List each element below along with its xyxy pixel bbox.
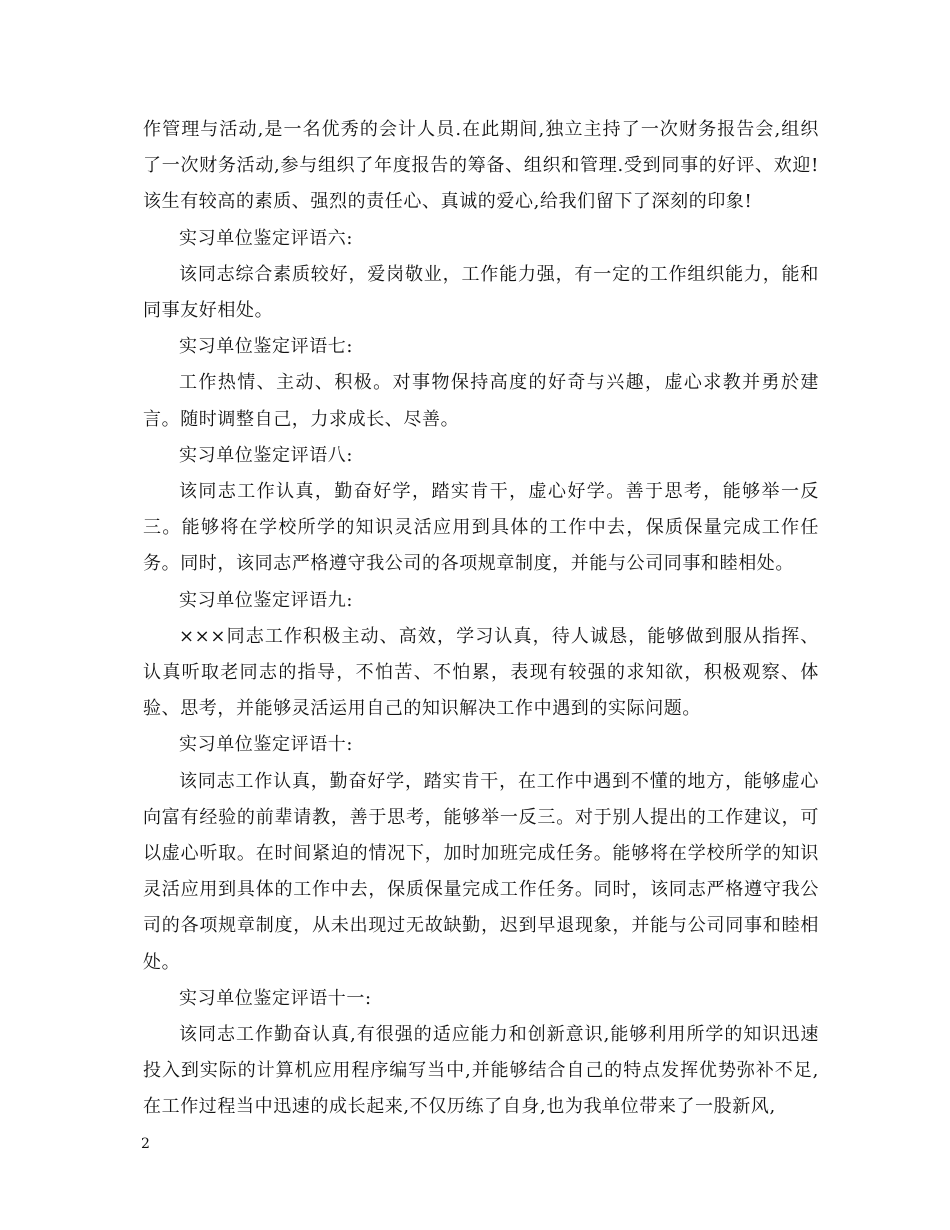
paragraph-8: 该同志工作认真，勤奋好学，踏实肯干，虚心好学。善于思考，能够举一反三。能够将在学校所学的知识灵活应用到具体的工作中去，保质保量完成工作任务。同时，该同志严格遵守我公司的各项规章制度，并能与公司同事和睦相处。 <box>143 481 819 575</box>
page-number: 2 <box>141 1136 150 1152</box>
paragraph-9: ×××同志工作积极主动、高效，学习认真，待人诚恳，能够做到服从指挥、认真听取老同志的指导，不怕苦、不怕累，表现有较强的求知欲，积极观察、体验、思考，并能够灵活运用自己的知识解决工作中遇到的实际问题。 <box>143 625 819 720</box>
paragraph-7: 工作热情、主动、积极。对事物保持高度的好奇与兴趣，虚心求教并勇於建言。随时调整自己，力求成长、尽善。 <box>143 372 819 430</box>
paragraph-10: 该同志工作认真，勤奋好学，踏实肯干，在工作中遇到不懂的地方，能够虚心向富有经验的前辈请教，善于思考，能够举一反三。对于别人提出的工作建议，可以虚心听取。在时间紧迫的情况下，加时加班完成任务。能够将在学校所学的知识灵活应用到具体的工作中去，保质保量完成工作任务。同时，该同志严格遵守我公司的各项规章制度，从未出现过无故缺勤，迟到早退现象，并能与公司同事和睦相处。 <box>143 770 819 973</box>
paragraph-intro: 作管理与活动,是一名优秀的会计人员.在此期间,独立主持了一次财务报告会,组织了一次财务活动,参与组织了年度报告的筹备、组织和管理.受到同事的好评、欢迎!该生有较高的素质、强烈的责任心、真诚的爱心,给我们留下了深刻的印象! <box>143 119 819 213</box>
section-heading-8: 实习单位鉴定评语八: <box>179 444 354 466</box>
section-heading-7: 实习单位鉴定评语七: <box>179 336 354 358</box>
section-heading-6: 实习单位鉴定评语六: <box>179 227 354 249</box>
section-heading-9: 实习单位鉴定评语九: <box>179 589 354 611</box>
paragraph-6: 该同志综合素质较好，爱岗敬业，工作能力强，有一定的工作组织能力，能和同事友好相处。 <box>143 263 819 322</box>
section-heading-10: 实习单位鉴定评语十: <box>179 734 354 756</box>
section-heading-11: 实习单位鉴定评语十一: <box>179 987 372 1009</box>
document-body <box>143 112 819 1126</box>
paragraph-11: 该同志工作勤奋认真,有很强的适应能力和创新意识,能够利用所学的知识迅速投入到实际的计算机应用程序编写当中,并能够结合自己的特点发挥优势弥补不足,在工作过程当中迅速的成长起来,不仅历练了自身,也为我单位带来了一股新风, <box>143 1024 819 1118</box>
